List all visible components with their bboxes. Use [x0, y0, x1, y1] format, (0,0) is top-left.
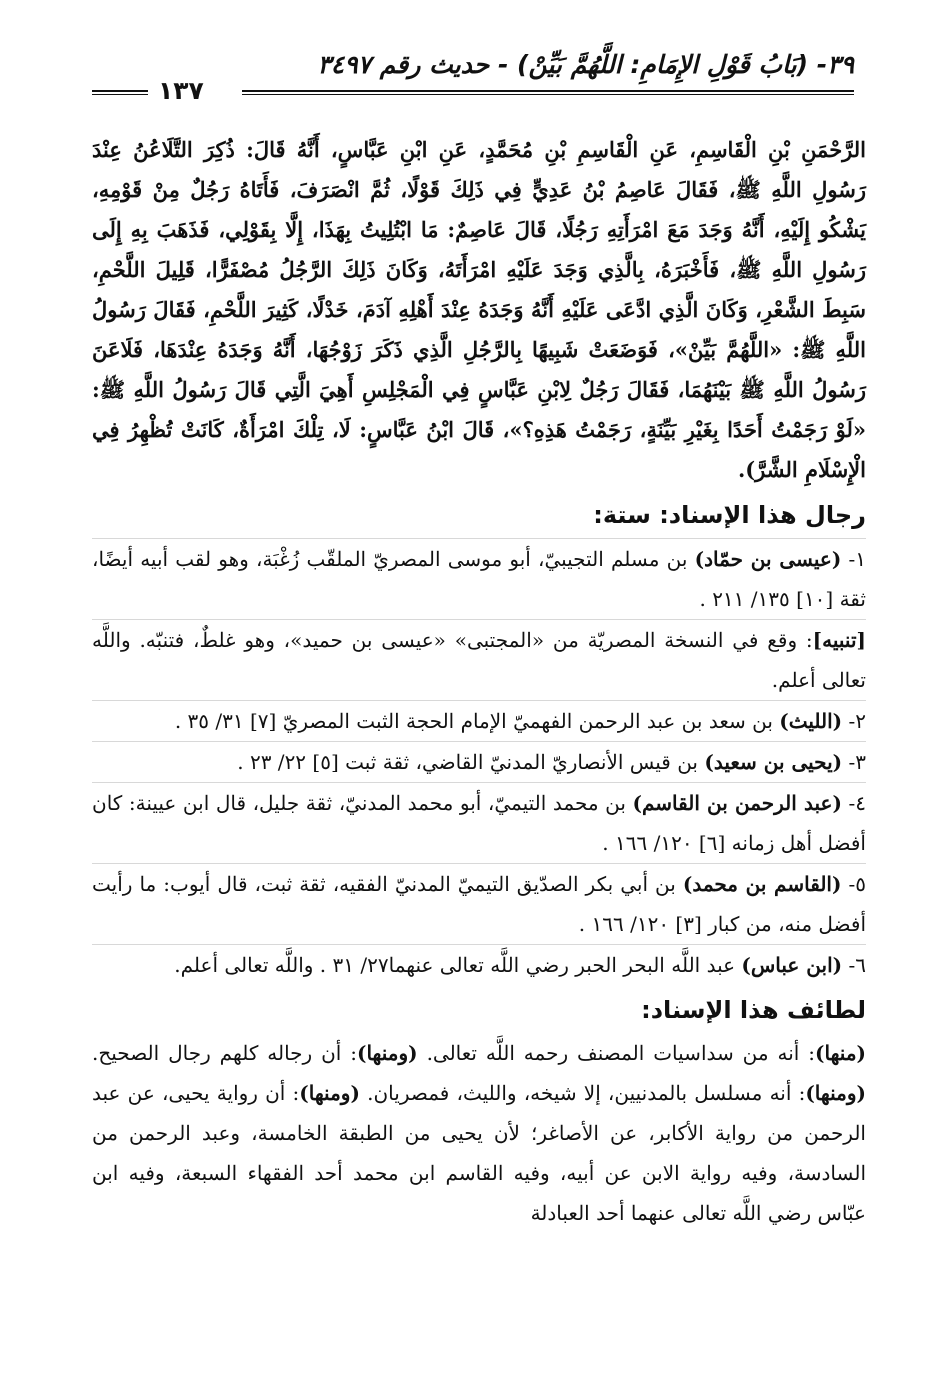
narrator-description: بن قيس الأنصاريّ المدنيّ القاضي، ثقة ثبت [٥] ٢٢/ ٢٣ . — [237, 750, 705, 774]
page-content — [92, 130, 866, 1233]
narrator-item — [92, 782, 866, 863]
lataif-paragraph — [92, 1033, 866, 1233]
narrator-description: بن مسلم التجيبيّ، أبو موسى المصريّ الملقّب زُغْبَة، وهو لقب أبيه أيضًا، ثقة [١٠] ١٣٥/ ٢١١ . — [92, 547, 866, 611]
point-text: : أن رجاله كلهم رجال الصحيح. — [92, 1041, 357, 1065]
narrator-number: ١- — [841, 547, 866, 571]
point-marker: (ومنها) — [299, 1081, 360, 1105]
point-text: : أن رواية يحيى، عن عبد الرحمن من رواية الأكابر، عن الأصاغر؛ لأن يحيى من الطبقة الخامسة، وعبد الرحمن من السادسة، وفيه رواية الابن عن أبيه، وفيه القاسم ابن محمد أحد الفقهاء السبعة، وفيه ابن عبّاس رضي اللَّه تعالى عنهما أحد العبادلة — [92, 1081, 866, 1225]
page-number: ١٣٧ — [152, 76, 210, 106]
point-text: : أنه من سداسيات المصنف رحمه اللَّه تعالى. — [417, 1041, 816, 1065]
narrator-number: ٦- — [842, 953, 866, 977]
narrator-description: بن محمد التيميّ، أبو محمد المدنيّ، ثقة جليل، قال ابن عيينة: كان أفضل أهل زمانه [٦] ١٢٠/ ١٦٦ . — [92, 791, 866, 855]
narrator-item — [92, 700, 866, 741]
note-label: [تنبيه] — [812, 628, 866, 652]
narrator-item — [92, 538, 866, 619]
narrator-name: (يحيى بن سعيد) — [704, 750, 843, 774]
narrator-name: (القاسم بن محمد) — [682, 872, 842, 896]
note-item — [92, 619, 866, 700]
narrator-name: (عبد الرحمن بن القاسم) — [632, 791, 842, 815]
narrator-name: (ابن عباس) — [741, 953, 843, 977]
note-text: : وقع في النسخة المصريّة من «المجتبى» «عيسى بن حميد»، وهو غلطٌ، فتنبّه. واللَّه تعالى أعلم. — [92, 628, 866, 692]
header-rule — [242, 90, 854, 95]
lataif-heading: لطائف هذا الإسناد: — [641, 996, 866, 1024]
narrator-item — [92, 741, 866, 782]
narrators-heading: رجال هذا الإسناد: ستة: — [593, 501, 866, 529]
point-marker: (منها) — [815, 1041, 867, 1065]
narrator-item — [92, 863, 866, 944]
narrator-name: (عيسى بن حمّاد) — [694, 547, 842, 571]
point-text: : أنه مسلسل بالمدنيين، إلا شيخه، والليث، فمصريان. — [359, 1081, 806, 1105]
narrator-number: ٤- — [841, 791, 867, 815]
point-marker: (ومنها) — [357, 1041, 418, 1065]
narrator-number: ٣- — [842, 750, 866, 774]
header-rule-short — [92, 90, 148, 95]
running-header — [92, 48, 854, 105]
narrator-name: (الليث) — [779, 709, 843, 733]
narrators-list — [92, 538, 866, 985]
narrator-description: بن أبي بكر الصدّيق التيميّ المدنيّ الفقيه، ثقة ثبت، قال أيوب: ما رأيت أفضل منه، من كبار [٣] ١٢٠/ ١٦٦ . — [92, 872, 866, 936]
narrator-number: ٢- — [842, 709, 866, 733]
narrator-description: بن سعد بن عبد الرحمن الفهميّ الإمام الحجة الثبت المصريّ [٧] ٣١/ ٣٥ . — [174, 709, 780, 733]
narrator-number: ٥- — [841, 872, 866, 896]
narrator-item — [92, 944, 866, 985]
hadith-text: الرَّحْمَنِ بْنِ الْقَاسِمِ، عَنِ الْقَاسِمِ بْنِ مُحَمَّدٍ، عَنِ ابْنِ عَبَّاسٍ، أَنَّهُ قَالَ: ذُكِرَ التَّلَاعُنُ عِنْدَ رَسُولِ اللَّهِ ﷺ، فَقَالَ عَاصِمُ بْنُ عَدِيٍّ فِي ذَلِكَ قَوْلًا، ثُمَّ انْصَرَفَ، فَأَتَاهُ رَجُلٌ مِنْ قَوْمِهِ، يَشْكُو إِلَيْهِ، أَنَّهُ وَجَدَ مَعَ امْرَأَتِهِ رَجُلًا، قَالَ عَاصِمٌ: مَا ابْتُلِيتُ بِهَذَا، إِلَّا بِقَوْلِي، فَذَهَبَ بِهِ إِلَى رَسُولِ اللَّهِ ﷺ، فَأَخْبَرَهُ، بِالَّذِي وَجَدَ عَلَيْهِ امْرَأَتَهُ، وَكَانَ ذَلِكَ الرَّجُلُ مُصْفَرًّا، قَلِيلَ اللَّحْمِ، سَبِطَ الشَّعْرِ، وَكَانَ الَّذِي ادَّعَى عَلَيْهِ أَنَّهُ وَجَدَهُ عِنْدَ أَهْلِهِ آدَمَ، خَدْلًا، كَثِيرَ اللَّحْمِ، فَقَالَ رَسُولُ اللَّهِ ﷺ: «اللَّهُمَّ بَيِّنْ»، فَوَضَعَتْ شَبِيهًا بِالرَّجُلِ الَّذِي ذَكَرَ زَوْجُهَا، أَنَّهُ وَجَدَهُ عِنْدَهَا، فَلَاعَنَ رَسُولُ اللَّهِ ﷺ بَيْنَهُمَا، فَقَالَ رَجُلٌ لِابْنِ عَبَّاسٍ فِي الْمَجْلِسِ أَهِيَ الَّتِي قَالَ رَسُولُ اللَّهِ ﷺ: «لَوْ رَجَمْتُ أَحَدًا بِغَيْرِ بَيِّنَةٍ، رَجَمْتُ هَذِهِ؟»، قَالَ ابْنُ عَبَّاسٍ: لَا، تِلْكَ امْرَأَةٌ، كَانَتْ تُظْهِرُ فِي الْإِسْلَامِ الشَّرَّ). — [92, 137, 866, 482]
narrator-description: عبد اللَّه البحر الحبر رضي اللَّه تعالى عنهما٢٧/ ٣١ . واللَّه تعالى أعلم. — [174, 953, 742, 977]
point-marker: (ومنها) — [805, 1081, 866, 1105]
chapter-title: ٣٩- (بَابُ قَوْلِ الإِمَامِ: اللَّهُمَّ بَيِّنْ) - حديث رقم ٣٤٩٧ — [317, 50, 854, 79]
